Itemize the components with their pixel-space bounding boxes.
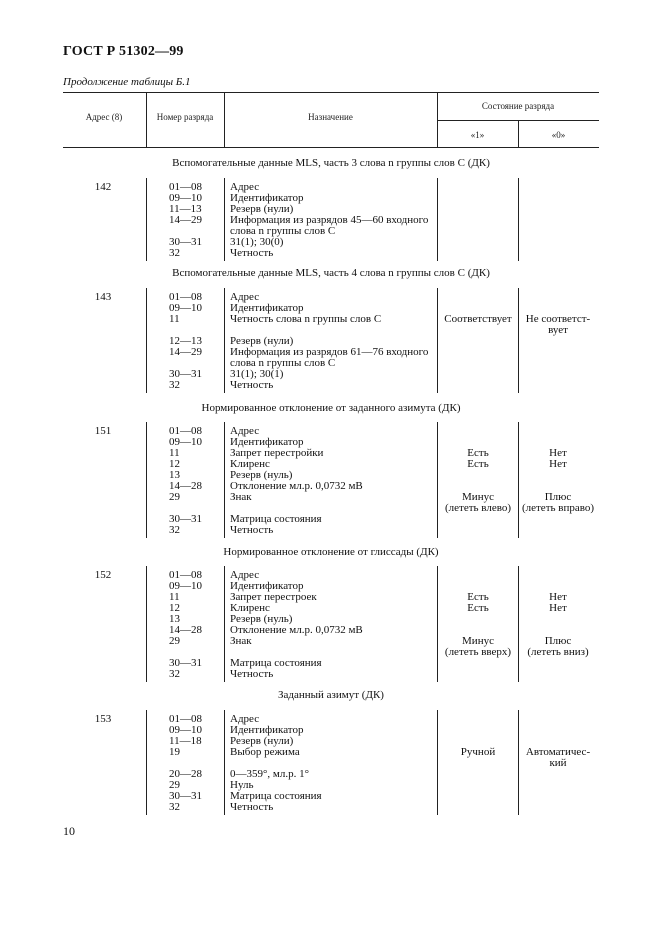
body-column-rule bbox=[146, 288, 147, 393]
purpose-cell: Идентификатор bbox=[230, 302, 304, 314]
header-column-rule bbox=[518, 120, 519, 147]
bit-number-cell: 01—08 bbox=[169, 425, 202, 437]
column-header-state-one: «1» bbox=[470, 130, 485, 140]
purpose-cell: Четность bbox=[230, 247, 274, 259]
state-one-cell: Есть bbox=[467, 591, 489, 603]
state-one-cell: Соответствует bbox=[444, 313, 512, 325]
purpose-cell: Четность bbox=[230, 524, 274, 536]
bit-number-cell: 01—08 bbox=[169, 569, 202, 581]
bit-number-cell: 14—28 bbox=[169, 480, 202, 492]
section-title: Нормированное отклонение от глиссады (ДК) bbox=[223, 546, 439, 558]
purpose-cell: Информация из разрядов 61—76 входного bbox=[230, 346, 429, 358]
bit-number-cell: 30—31 bbox=[169, 236, 202, 248]
purpose-cell: Отклонение мл.р. 0,0732 мВ bbox=[230, 624, 363, 636]
state-one-cell: Есть bbox=[467, 458, 489, 470]
purpose-cell: 0—359°, мл.р. 1° bbox=[230, 768, 309, 780]
bit-number-cell: 32 bbox=[169, 668, 180, 680]
row-address: 152 bbox=[94, 569, 112, 581]
purpose-cell: Идентификатор bbox=[230, 580, 304, 592]
purpose-cell: Информация из разрядов 45—60 входного bbox=[230, 214, 429, 226]
bit-number-cell: 30—31 bbox=[169, 513, 202, 525]
purpose-cell: Знак bbox=[230, 635, 252, 647]
table-continuation-label: Продолжение таблицы Б.1 bbox=[63, 76, 191, 88]
bit-number-cell: 11 bbox=[169, 313, 180, 325]
body-column-rule bbox=[224, 178, 225, 261]
body-column-rule bbox=[437, 710, 438, 815]
bit-number-cell: 12 bbox=[169, 458, 180, 470]
bit-number-cell: 01—08 bbox=[169, 181, 202, 193]
page-number: 10 bbox=[63, 824, 75, 838]
body-column-rule bbox=[224, 422, 225, 538]
bit-number-cell: 29 bbox=[169, 491, 180, 503]
body-column-rule bbox=[518, 422, 519, 538]
purpose-cell: Выбор режима bbox=[230, 746, 300, 758]
state-one-cell: (лететь вверх) bbox=[444, 646, 512, 658]
purpose-cell: Клиренс bbox=[230, 602, 270, 614]
state-zero-cell: Плюс bbox=[544, 491, 572, 503]
body-column-rule bbox=[224, 710, 225, 815]
column-header-address: Адрес (8) bbox=[85, 112, 123, 122]
bit-number-cell: 32 bbox=[169, 524, 180, 536]
purpose-cell: Адрес bbox=[230, 291, 260, 303]
purpose-cell: Идентификатор bbox=[230, 724, 304, 736]
header-column-rule bbox=[437, 92, 438, 147]
purpose-cell: слова n группы слов С bbox=[230, 357, 336, 369]
bit-number-cell: 11—18 bbox=[169, 735, 202, 747]
bit-number-cell: 11—13 bbox=[169, 203, 202, 215]
document-title: ГОСТ Р 51302—99 bbox=[63, 44, 184, 59]
bit-number-cell: 20—28 bbox=[169, 768, 202, 780]
purpose-cell: Запрет перестроек bbox=[230, 591, 317, 603]
bit-number-cell: 30—31 bbox=[169, 368, 202, 380]
purpose-cell: Матрица состояния bbox=[230, 657, 322, 669]
bit-number-cell: 11 bbox=[169, 591, 180, 603]
body-column-rule bbox=[224, 288, 225, 393]
state-one-cell: Есть bbox=[467, 447, 489, 459]
purpose-cell: Адрес bbox=[230, 569, 260, 581]
purpose-cell: Знак bbox=[230, 491, 252, 503]
state-one-cell: (лететь влево) bbox=[445, 502, 511, 514]
state-one-cell: Минус bbox=[462, 491, 494, 503]
purpose-cell: Адрес bbox=[230, 713, 260, 725]
body-column-rule bbox=[437, 422, 438, 538]
column-header-state: Состояние разряда bbox=[481, 101, 555, 111]
state-zero-cell: (лететь вправо) bbox=[521, 502, 595, 514]
purpose-cell: Четность bbox=[230, 668, 274, 680]
table-header-bottom-rule bbox=[63, 147, 599, 148]
state-one-cell: Есть bbox=[467, 602, 489, 614]
state-zero-cell: (лететь вниз) bbox=[527, 646, 589, 658]
bit-number-cell: 09—10 bbox=[169, 192, 202, 204]
state-zero-cell: Не соответст- bbox=[525, 313, 591, 325]
state-zero-cell: Нет bbox=[549, 602, 567, 614]
body-column-rule bbox=[146, 710, 147, 815]
row-address: 142 bbox=[94, 181, 112, 193]
bit-number-cell: 12—13 bbox=[169, 335, 202, 347]
bit-number-cell: 12 bbox=[169, 602, 180, 614]
bit-number-cell: 32 bbox=[169, 801, 180, 813]
state-zero-cell: вует bbox=[548, 324, 568, 336]
body-column-rule bbox=[437, 178, 438, 261]
purpose-cell: Четность слова n группы слов С bbox=[230, 313, 382, 325]
bit-number-cell: 30—31 bbox=[169, 790, 202, 802]
purpose-cell: Адрес bbox=[230, 181, 260, 193]
purpose-cell: Матрица состояния bbox=[230, 790, 322, 802]
header-column-rule bbox=[146, 92, 147, 147]
state-one-cell: Минус bbox=[462, 635, 494, 647]
purpose-cell: 31(1); 30(0) bbox=[230, 236, 284, 248]
bit-number-cell: 01—08 bbox=[169, 291, 202, 303]
bit-number-cell: 11 bbox=[169, 447, 180, 459]
bit-number-cell: 14—29 bbox=[169, 346, 202, 358]
purpose-cell: Резерв (нули) bbox=[230, 735, 294, 747]
section-title: Вспомогательные данные MLS, часть 3 слова n группы слов С (ДК) bbox=[172, 157, 490, 169]
purpose-cell: Отклонение мл.р. 0,0732 мВ bbox=[230, 480, 363, 492]
purpose-cell: Клиренс bbox=[230, 458, 270, 470]
body-column-rule bbox=[146, 178, 147, 261]
state-zero-cell: Нет bbox=[549, 458, 567, 470]
purpose-cell: Адрес bbox=[230, 425, 260, 437]
bit-number-cell: 13 bbox=[169, 613, 180, 625]
body-column-rule bbox=[437, 566, 438, 682]
bit-number-cell: 09—10 bbox=[169, 724, 202, 736]
column-header-bit-number: Номер разряда bbox=[156, 112, 214, 122]
state-zero-cell: кий bbox=[549, 757, 567, 769]
purpose-cell: Идентификатор bbox=[230, 192, 304, 204]
purpose-cell: Идентификатор bbox=[230, 436, 304, 448]
bit-number-cell: 32 bbox=[169, 379, 180, 391]
body-column-rule bbox=[146, 566, 147, 682]
body-column-rule bbox=[518, 288, 519, 393]
table-top-rule bbox=[63, 92, 599, 93]
row-address: 153 bbox=[94, 713, 112, 725]
body-column-rule bbox=[518, 566, 519, 682]
purpose-cell: Резерв (нули) bbox=[230, 203, 294, 215]
bit-number-cell: 13 bbox=[169, 469, 180, 481]
bit-number-cell: 14—29 bbox=[169, 214, 202, 226]
bit-number-cell: 29 bbox=[169, 779, 180, 791]
bit-number-cell: 09—10 bbox=[169, 580, 202, 592]
purpose-cell: 31(1); 30(1) bbox=[230, 368, 284, 380]
purpose-cell: Резерв (нуль) bbox=[230, 469, 293, 481]
column-header-purpose: Назначение bbox=[308, 112, 353, 122]
row-address: 151 bbox=[94, 425, 112, 437]
purpose-cell: Четность bbox=[230, 379, 274, 391]
body-column-rule bbox=[224, 566, 225, 682]
body-column-rule bbox=[146, 422, 147, 538]
bit-number-cell: 09—10 bbox=[169, 436, 202, 448]
body-column-rule bbox=[437, 288, 438, 393]
purpose-cell: слова n группы слов С bbox=[230, 225, 336, 237]
state-zero-cell: Автоматичес- bbox=[525, 746, 591, 758]
purpose-cell: Нуль bbox=[230, 779, 254, 791]
bit-number-cell: 32 bbox=[169, 247, 180, 259]
purpose-cell: Четность bbox=[230, 801, 274, 813]
purpose-cell: Матрица состояния bbox=[230, 513, 322, 525]
bit-number-cell: 09—10 bbox=[169, 302, 202, 314]
purpose-cell: Резерв (нуль) bbox=[230, 613, 293, 625]
state-zero-cell: Нет bbox=[549, 591, 567, 603]
bit-number-cell: 29 bbox=[169, 635, 180, 647]
purpose-cell: Резерв (нули) bbox=[230, 335, 294, 347]
section-title: Вспомогательные данные MLS, часть 4 слова n группы слов С (ДК) bbox=[172, 267, 490, 279]
section-title: Нормированное отклонение от заданного азимута (ДК) bbox=[201, 402, 461, 414]
bit-number-cell: 19 bbox=[169, 746, 180, 758]
bit-number-cell: 01—08 bbox=[169, 713, 202, 725]
state-zero-cell: Плюс bbox=[544, 635, 572, 647]
purpose-cell: Запрет перестройки bbox=[230, 447, 324, 459]
column-header-state-zero: «0» bbox=[551, 130, 566, 140]
state-zero-cell: Нет bbox=[549, 447, 567, 459]
header-column-rule bbox=[224, 92, 225, 147]
body-column-rule bbox=[518, 178, 519, 261]
bit-number-cell: 30—31 bbox=[169, 657, 202, 669]
row-address: 143 bbox=[94, 291, 112, 303]
bit-number-cell: 14—28 bbox=[169, 624, 202, 636]
state-one-cell: Ручной bbox=[460, 746, 496, 758]
section-title: Заданный азимут (ДК) bbox=[278, 689, 384, 701]
